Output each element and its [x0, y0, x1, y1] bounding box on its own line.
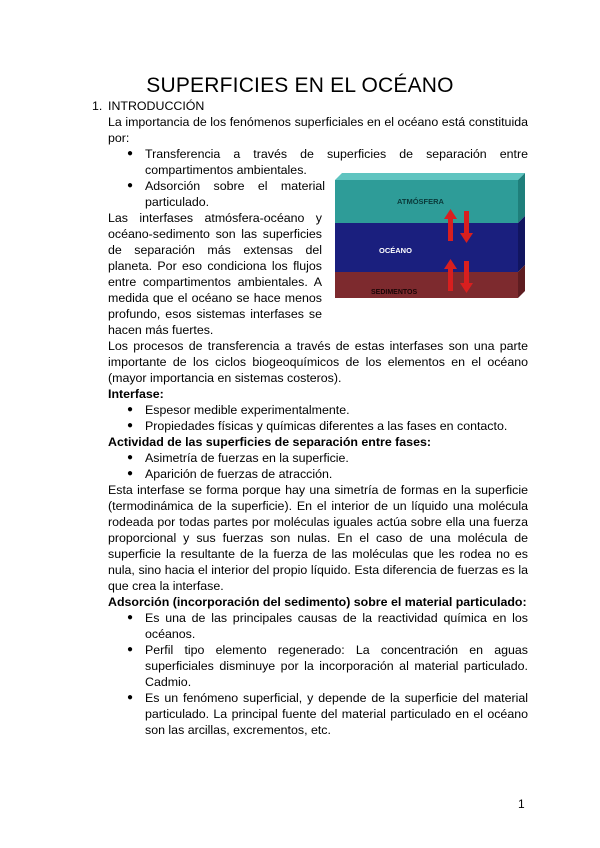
list-item: ● Es un fenómeno superficial, y depende de la superficie del material particulado. La principal fuente del material particulado en el océano son las arcillas, excrementos, etc. — [0, 690, 528, 738]
list-item: ● Transferencia a través de superficies de separación entre compartimentos ambientales. — [0, 146, 528, 178]
actividad-bullet-list — [0, 450, 528, 482]
paragraph-interfase: Esta interfase se forma porque hay una simetría de formas en la superficie (termodinámica de la superficie). En el interior de un líquido una molécula rodeada por todas partes por moléculas iguales actúa sobre ella una fuerza proporcional y sus fuerzas son nulas. En el caso de una molécula de superficie la resultante de la fuerza de las moléculas que les rodea no es nula, sino hacia el interior del propio líquido. Esta diferencia de fuerzas es la que crea la interfase. — [108, 483, 528, 593]
list-item: ● Asimetría de fuerzas en la superficie. — [0, 450, 528, 466]
ocean-layers-diagram — [335, 173, 525, 303]
list-item: ● Propiedades físicas y químicas diferentes a las fases en contacto. — [0, 418, 528, 434]
list-item: ● Espesor medible experimentalmente. — [0, 402, 528, 418]
heading-adsorcion: Adsorción (incorporación del sedimento) sobre el material particulado: — [108, 595, 527, 609]
text-line: profundo, esos sistemas interfases se — [108, 307, 322, 321]
interfase-bullet-list — [0, 402, 528, 434]
section-number: 1. — [92, 99, 103, 113]
text-line: de separación más extensas del — [108, 243, 322, 257]
atmosphere-label: ATMÓSFERA — [397, 197, 444, 206]
sediment-label: SEDIMENTOS — [371, 289, 418, 296]
ocean-layer — [335, 216, 525, 272]
list-item: ● Es una de las principales causas de la reactividad química en los océanos. — [0, 610, 528, 642]
page-title: SUPERFICIES EN EL OCÉANO — [146, 74, 454, 97]
text-line: entre compartimentos ambientales. A — [108, 275, 322, 289]
list-item: ● Aparición de fuerzas de atracción. — [0, 466, 528, 482]
section-label: INTRODUCCIÓN — [108, 99, 205, 113]
paragraph-procesos: Los procesos de transferencia a través de estas interfases son una parte importante de los ciclos biogeoquímicos de los elementos en el océano (mayor importancia en sistemas costeros). — [108, 339, 528, 385]
intro-paragraph: La importancia de los fenómenos superficiales en el océano está constituida por: — [108, 115, 528, 145]
text-line: Las interfases atmósfera-océano y — [108, 211, 322, 225]
adsorcion-bullet-list — [0, 610, 528, 738]
text-line: medida que el océano se hace menos — [108, 291, 322, 305]
text-line: océano-sedimento son las superficies — [108, 227, 322, 241]
page-number: 1 — [518, 797, 525, 811]
list-item: ● Perfil tipo elemento regenerado: La concentración en aguas superficiales disminuye por la incorporación al material particulado. Cadmio. — [0, 642, 528, 690]
list-item: ● Adsorción sobre el material particulado. — [0, 178, 325, 210]
text-line: hacen más fuertes. — [108, 323, 214, 337]
section-heading — [92, 98, 204, 114]
text-line: planeta. Por eso condiciona los flujos — [108, 259, 322, 273]
interfaces-side-paragraph — [108, 210, 322, 338]
heading-actividad: Actividad de las superficies de separación entre fases: — [108, 435, 431, 449]
heading-interfase: Interfase: — [108, 387, 164, 401]
ocean-label: OCÉANO — [379, 246, 412, 255]
